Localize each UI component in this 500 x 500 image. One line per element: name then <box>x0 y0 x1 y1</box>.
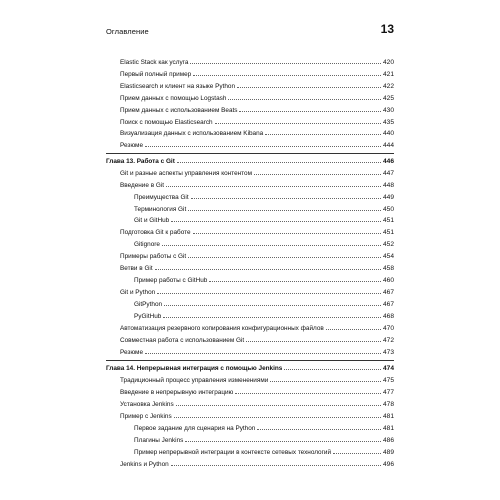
toc-subentry: PyGitHub 468 <box>134 313 394 320</box>
page-header <box>106 22 394 42</box>
toc-entry: Прием данных с помощью Logstash 425 <box>120 95 394 102</box>
toc-entry: Введение в Git 448 <box>120 182 394 189</box>
toc-subentry: Пример непрерывной интеграции в контексте сетевых технологий 489 <box>134 449 394 456</box>
toc-subentry: Gitignore 452 <box>134 241 394 248</box>
toc-entry: Традиционный процесс управления изменениями 475 <box>120 377 394 384</box>
toc-subentry: Первое задание для сценария на Python 481 <box>134 425 394 432</box>
toc-subentry: Терминология Git 450 <box>134 206 394 213</box>
toc-entry: Пример с Jenkins 481 <box>120 413 394 420</box>
toc-entry: Введение в непрерывную интеграцию 477 <box>120 389 394 396</box>
toc-entry: Elastic Stack как услуга 420 <box>120 59 394 66</box>
chapter-divider <box>106 360 394 361</box>
toc-entry: Elasticsearch и клиент на языке Python 422 <box>120 83 394 90</box>
toc-chapter-heading: Глава 13. Работа с Git 446 <box>106 158 394 165</box>
toc-subentry: Git и GitHub 451 <box>134 217 394 224</box>
toc-entry: Подготовка Git к работе 451 <box>120 229 394 236</box>
toc-entry: Ветви в Git 458 <box>120 265 394 272</box>
toc-subentry: GitPython 467 <box>134 301 394 308</box>
chapter-divider <box>106 153 394 154</box>
toc-entry: Поиск с помощью Elasticsearch 435 <box>120 119 394 126</box>
toc-entry: Резюме 444 <box>120 142 394 149</box>
toc-entry: Git и разные аспекты управления контентом 447 <box>120 170 394 177</box>
toc-entry: Примеры работы с Git 454 <box>120 253 394 260</box>
toc-entry: Визуализация данных с использованием Kibana 440 <box>120 130 394 137</box>
toc-entry: Прием данных с использованием Beats 430 <box>120 107 394 114</box>
toc-entry: Установка Jenkins 478 <box>120 401 394 408</box>
toc-chapter-heading: Глава 14. Непрерывная интеграция с помощью Jenkins 474 <box>106 365 394 372</box>
toc-entry: Резюме 473 <box>120 349 394 356</box>
page-number: 13 <box>380 22 394 36</box>
running-title: Оглавление <box>106 27 149 36</box>
toc-entry: Автоматизация резервного копирования конфигурационных файлов 470 <box>120 325 394 332</box>
toc-entry: Первый полный пример 421 <box>120 71 394 78</box>
toc-subentry: Пример работы с GitHub 460 <box>134 277 394 284</box>
toc-subentry: Преимущества Git 449 <box>134 194 394 201</box>
toc-entry: Jenkins и Python 496 <box>120 461 394 468</box>
toc-subentry: Плагины Jenkins 486 <box>134 437 394 444</box>
toc-entry: Совместная работа с использованием Git 472 <box>120 337 394 344</box>
toc-entry: Git и Python 467 <box>120 289 394 296</box>
